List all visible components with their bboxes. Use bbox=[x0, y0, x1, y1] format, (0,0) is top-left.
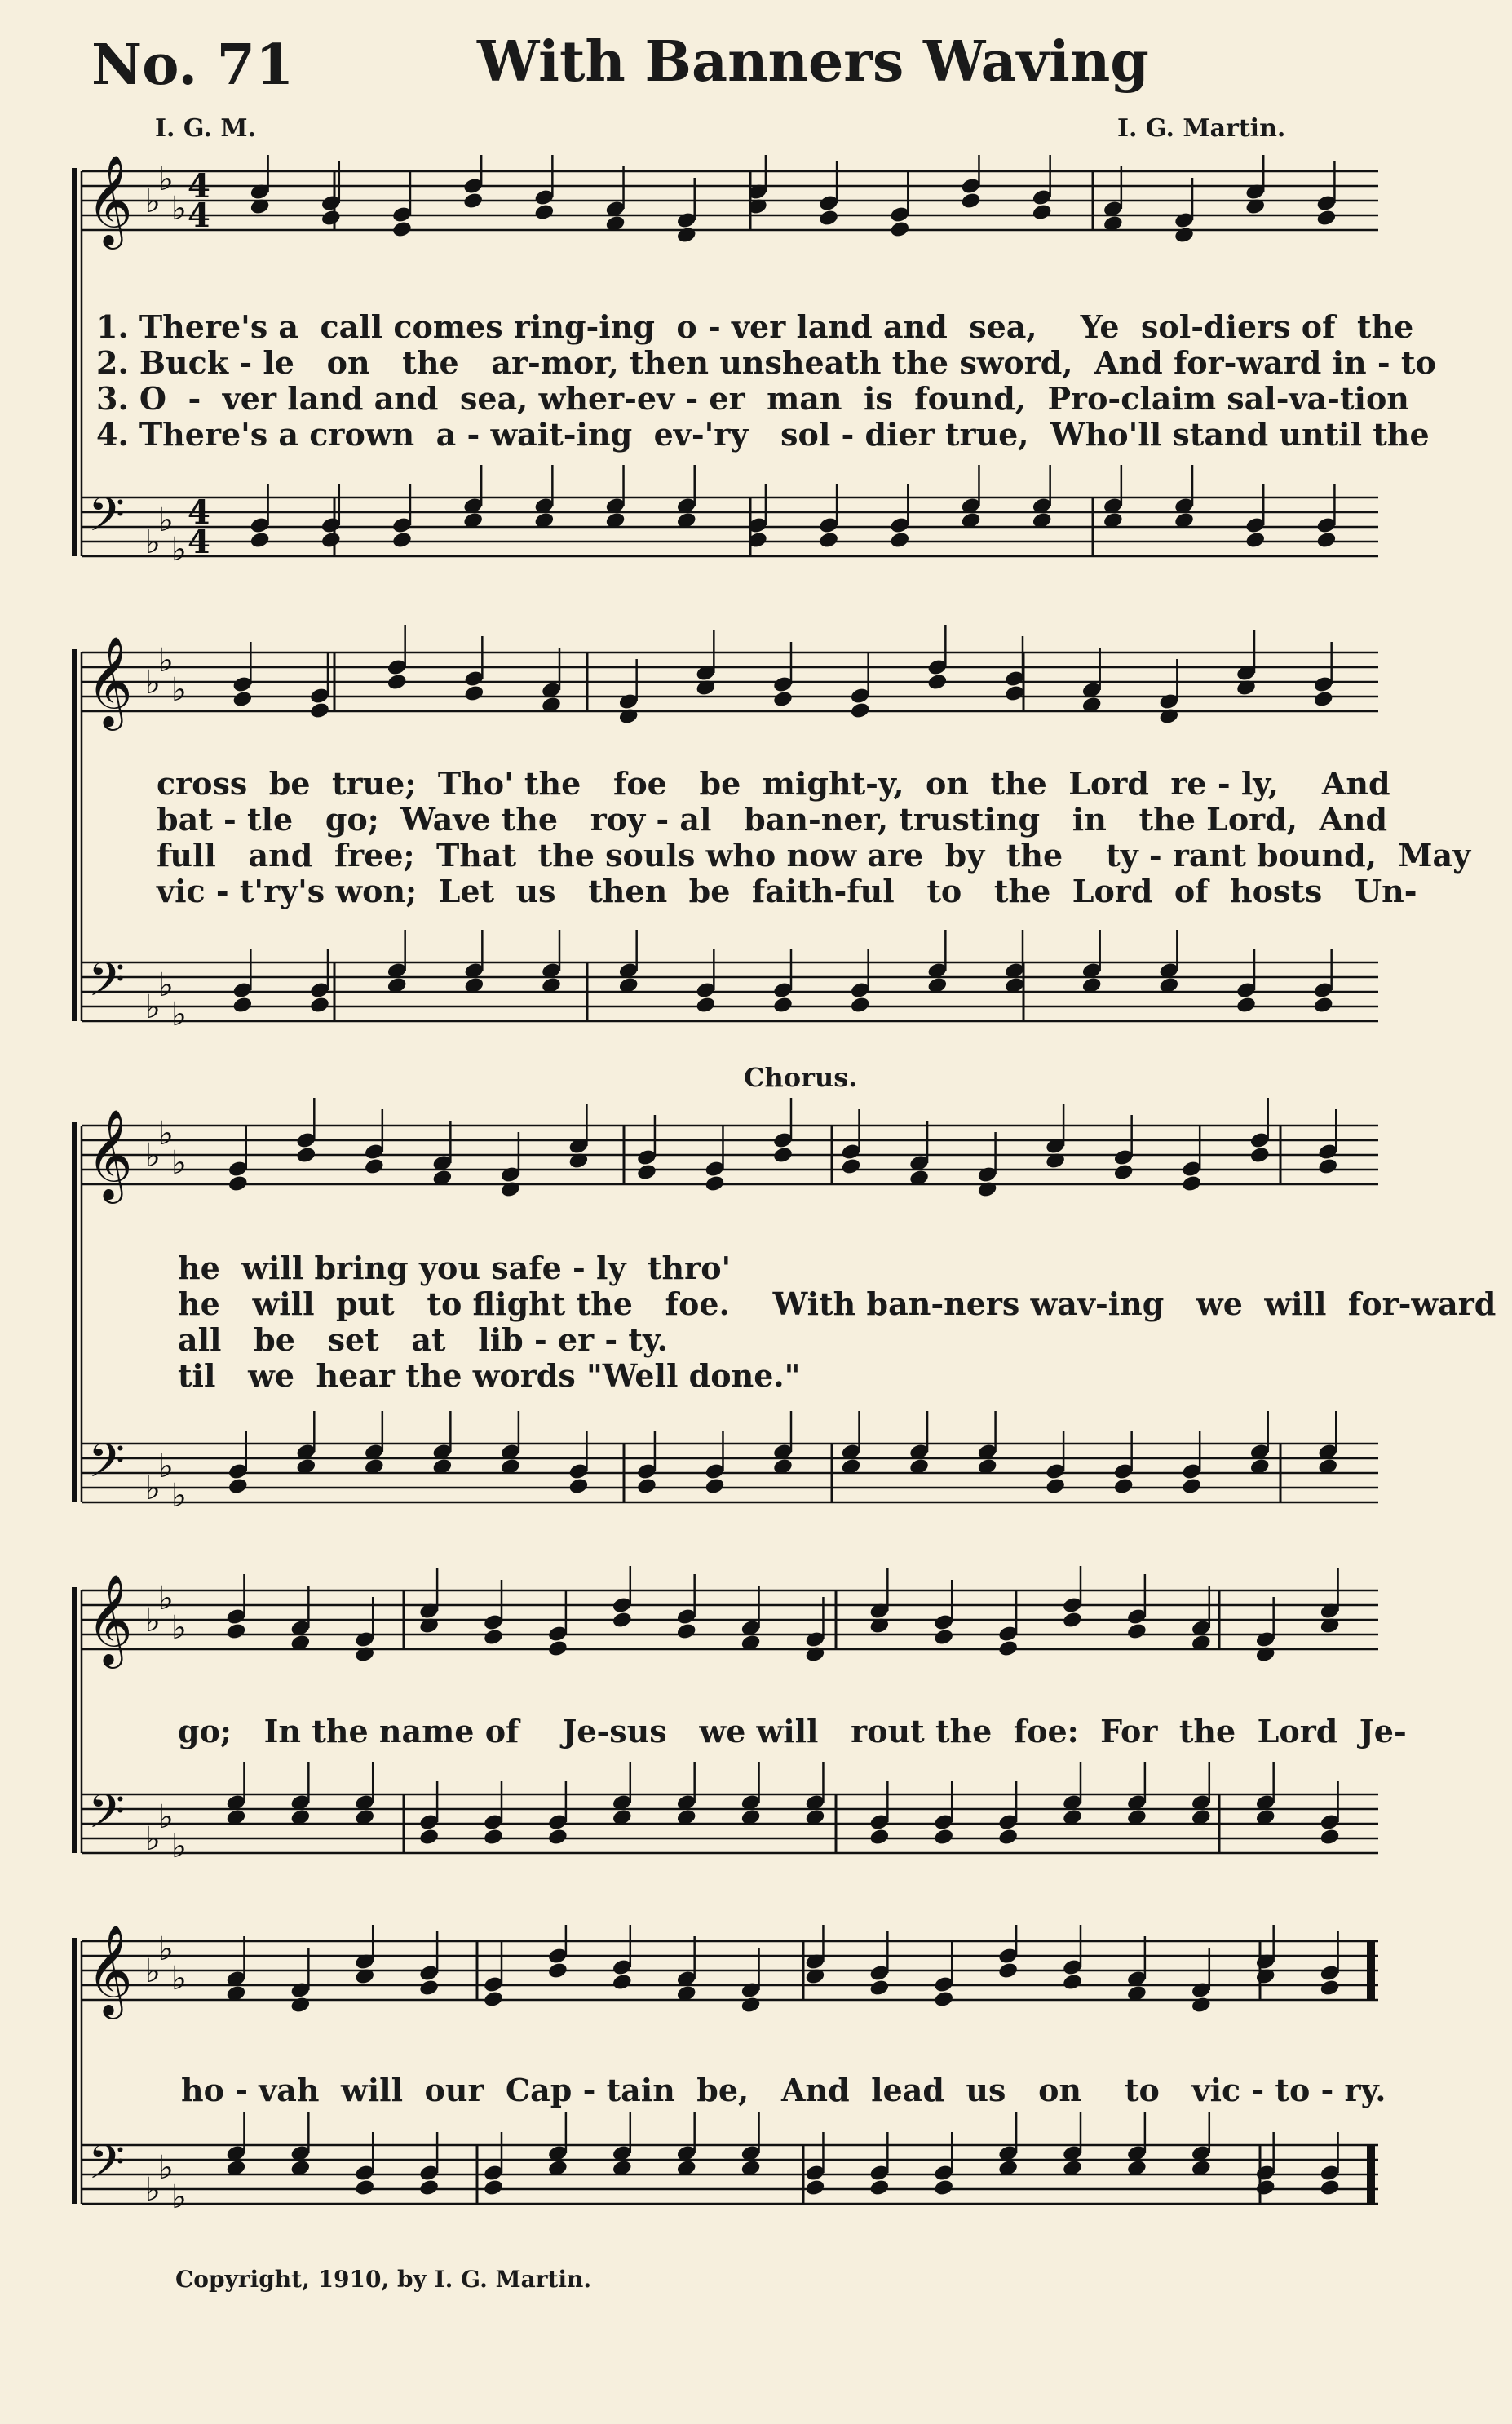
treble-clef: 𝄞 bbox=[86, 1108, 133, 1200]
note-head bbox=[290, 1996, 311, 2015]
note-head bbox=[391, 531, 413, 550]
time-signature: 4 bbox=[188, 523, 210, 561]
note-head bbox=[933, 1990, 954, 2009]
flat-sign: ♭ bbox=[171, 1960, 187, 1997]
flat-sign: ♭ bbox=[145, 1470, 161, 1507]
note-head bbox=[1191, 1996, 1212, 2015]
note-head bbox=[772, 1146, 794, 1165]
flat-sign: ♭ bbox=[145, 524, 161, 561]
system-brace bbox=[72, 1587, 77, 1853]
note-head bbox=[354, 1645, 375, 1664]
note-head bbox=[704, 1477, 725, 1496]
flat-sign: ♭ bbox=[145, 664, 161, 701]
treble-clef: 𝄞 bbox=[86, 1925, 133, 2015]
flat-sign: ♭ bbox=[171, 1828, 187, 1865]
flat-sign: ♭ bbox=[145, 1953, 161, 1990]
flat-sign: ♭ bbox=[145, 1602, 161, 1639]
music-credit: I. G. Martin. bbox=[1117, 114, 1286, 143]
note-head bbox=[804, 1645, 825, 1664]
treble-clef: 𝄞 bbox=[86, 1573, 133, 1665]
bass-clef: 𝄢 bbox=[88, 1784, 126, 1851]
note-head bbox=[1174, 226, 1195, 245]
note-head bbox=[1236, 996, 1257, 1015]
note-head bbox=[1062, 1611, 1083, 1630]
bass-clef: 𝄢 bbox=[88, 487, 126, 554]
flat-sign: ♭ bbox=[171, 190, 187, 228]
note-head bbox=[704, 1174, 725, 1193]
note-head bbox=[933, 1828, 954, 1847]
note-head bbox=[1249, 1146, 1271, 1165]
note-head bbox=[612, 1973, 633, 1992]
lyric-line: 4. There's a crown a - wait-ing ev-'ry sol - dier true, Who'll stand until the bbox=[96, 416, 1430, 453]
note-head bbox=[804, 2179, 825, 2197]
system-brace bbox=[72, 1122, 77, 1502]
note-head bbox=[391, 220, 413, 239]
chorus-label: Chorus. bbox=[744, 1062, 858, 1093]
hymn-title: With Banners Waving bbox=[477, 29, 1149, 95]
note-head bbox=[547, 1828, 568, 1847]
note-head bbox=[926, 673, 948, 692]
note-head bbox=[997, 1828, 1019, 1847]
note-head bbox=[977, 1180, 998, 1199]
final-barline bbox=[1367, 2145, 1375, 2204]
note-head bbox=[295, 1146, 316, 1165]
lyric-line: full and free; That the souls who now are by the ty - rant bound, May bbox=[157, 837, 1471, 874]
note-head bbox=[933, 2179, 954, 2197]
note-head bbox=[772, 996, 794, 1015]
note-head bbox=[1126, 1622, 1147, 1641]
note-head bbox=[321, 209, 342, 228]
lyric-line: 3. O - ver land and sea, wher-ev - er man is found, Pro-claim sal-va-tion bbox=[96, 380, 1409, 417]
note-head bbox=[618, 707, 639, 726]
system-brace bbox=[72, 168, 77, 556]
lyric-line: he will bring you safe - ly thro' bbox=[178, 1250, 732, 1286]
note-head bbox=[869, 2179, 890, 2197]
flat-sign: ♭ bbox=[171, 2179, 187, 2216]
note-head bbox=[1245, 531, 1266, 550]
note-head bbox=[1062, 1973, 1083, 1992]
note-head bbox=[354, 2179, 375, 2197]
note-head bbox=[483, 1990, 504, 2009]
lyric-line: all be set at lib - er - ty. bbox=[178, 1321, 668, 1358]
time-signature: 4 bbox=[188, 493, 210, 532]
note-head bbox=[418, 2179, 440, 2197]
note-head bbox=[1032, 203, 1053, 222]
note-head bbox=[1313, 690, 1334, 709]
lyric-line: 1. There's a call comes ring-ing o - ver land and sea, Ye sol-diers of the bbox=[96, 308, 1414, 345]
note-head bbox=[547, 1962, 568, 1980]
note-head bbox=[1317, 1157, 1338, 1176]
note-head bbox=[483, 2179, 504, 2197]
copyright-notice: Copyright, 1910, by I. G. Martin. bbox=[175, 2266, 592, 2293]
flat-sign: ♭ bbox=[145, 1137, 161, 1174]
treble-clef: 𝄞 bbox=[86, 635, 133, 727]
note-head bbox=[1255, 2179, 1276, 2197]
note-head bbox=[225, 1622, 246, 1641]
note-head bbox=[483, 1828, 504, 1847]
note-head bbox=[818, 531, 839, 550]
note-head bbox=[612, 1611, 633, 1630]
flat-sign: ♭ bbox=[158, 161, 174, 198]
note-head bbox=[1158, 707, 1179, 726]
note-head bbox=[1313, 996, 1334, 1015]
flat-sign: ♭ bbox=[158, 967, 174, 1004]
note-head bbox=[850, 996, 871, 1015]
lyric-line: cross be true; Tho' the foe be might-y, on the Lord re - ly, And bbox=[157, 765, 1390, 802]
note-head bbox=[232, 690, 253, 709]
note-head bbox=[1315, 531, 1337, 550]
flat-sign: ♭ bbox=[158, 1580, 174, 1617]
note-head bbox=[997, 1639, 1019, 1658]
bass-clef: 𝄢 bbox=[88, 952, 126, 1019]
time-signature: 4 bbox=[188, 197, 210, 235]
note-head bbox=[500, 1180, 521, 1199]
note-head bbox=[364, 1157, 385, 1176]
note-head bbox=[250, 531, 271, 550]
lyric-line: go; In the name of Je-sus we will rout the foe: For the Lord Je- bbox=[178, 1713, 1407, 1749]
flat-sign: ♭ bbox=[171, 1144, 187, 1182]
note-head bbox=[676, 1622, 697, 1641]
note-head bbox=[933, 1628, 954, 1647]
lyric-line: he will put to flight the foe. With ban-ners wav-ing we will for-ward bbox=[178, 1285, 1497, 1322]
note-head bbox=[1181, 1174, 1202, 1193]
flat-sign: ♭ bbox=[171, 996, 187, 1033]
note-head bbox=[232, 996, 253, 1015]
time-signature: 4 bbox=[188, 167, 210, 206]
note-head bbox=[418, 1828, 440, 1847]
note-head bbox=[818, 209, 839, 228]
note-head bbox=[869, 1979, 890, 1997]
flat-sign: ♭ bbox=[158, 1115, 174, 1152]
lyric-line: vic - t'ry's won; Let us then be faith-ful to the Lord of hosts Un- bbox=[157, 873, 1417, 909]
flat-sign: ♭ bbox=[145, 1820, 161, 1858]
note-head bbox=[228, 1174, 249, 1193]
flat-sign: ♭ bbox=[145, 2171, 161, 2209]
flat-sign: ♭ bbox=[158, 2149, 174, 2187]
note-head bbox=[1315, 209, 1337, 228]
flat-sign: ♭ bbox=[171, 531, 187, 568]
note-head bbox=[309, 701, 330, 720]
final-barline bbox=[1367, 1941, 1375, 2000]
note-head bbox=[321, 531, 342, 550]
flat-sign: ♭ bbox=[171, 1609, 187, 1647]
bass-clef: 𝄢 bbox=[88, 1433, 126, 1500]
treble-clef: 𝄞 bbox=[86, 155, 133, 245]
note-head bbox=[228, 1477, 249, 1496]
note-head bbox=[695, 996, 716, 1015]
note-head bbox=[1113, 1477, 1134, 1496]
lyric-line: til we hear the words "Well done." bbox=[178, 1357, 801, 1394]
flat-sign: ♭ bbox=[158, 502, 174, 539]
note-head bbox=[1113, 1163, 1134, 1182]
note-head bbox=[740, 1996, 761, 2015]
note-head bbox=[462, 192, 484, 210]
note-head bbox=[676, 226, 697, 245]
hymn-number: No. 71 bbox=[91, 33, 294, 98]
note-head bbox=[547, 1639, 568, 1658]
flat-sign: ♭ bbox=[171, 671, 187, 709]
flat-sign: ♭ bbox=[158, 1798, 174, 1836]
note-head bbox=[533, 203, 555, 222]
flat-sign: ♭ bbox=[158, 1448, 174, 1485]
note-head bbox=[387, 673, 408, 692]
lyric-line: 2. Buck - le on the ar-mor, then unsheath the sword, And for-ward in - to bbox=[96, 344, 1436, 381]
flat-sign: ♭ bbox=[171, 1477, 187, 1515]
flat-sign: ♭ bbox=[158, 1931, 174, 1968]
note-head bbox=[997, 1962, 1019, 1980]
note-head bbox=[889, 220, 910, 239]
flat-sign: ♭ bbox=[158, 642, 174, 679]
flat-sign: ♭ bbox=[145, 183, 161, 220]
note-head bbox=[1319, 1828, 1340, 1847]
note-head bbox=[869, 1828, 890, 1847]
system-brace bbox=[72, 1938, 77, 2204]
note-head bbox=[1045, 1477, 1066, 1496]
flat-sign: ♭ bbox=[145, 989, 161, 1026]
note-head bbox=[418, 1979, 440, 1997]
note-head bbox=[636, 1163, 657, 1182]
note-head bbox=[636, 1477, 657, 1496]
lyric-line: ho - vah will our Cap - tain be, And lead us on to vic - to - ry. bbox=[181, 2072, 1386, 2108]
bass-clef: 𝄢 bbox=[88, 2134, 126, 2201]
note-head bbox=[463, 684, 484, 703]
note-head bbox=[840, 1157, 861, 1176]
system-brace bbox=[72, 649, 77, 1021]
note-head bbox=[1004, 684, 1025, 703]
note-head bbox=[1319, 1979, 1340, 1997]
note-head bbox=[309, 996, 330, 1015]
note-head bbox=[1319, 2179, 1340, 2197]
note-head bbox=[772, 690, 794, 709]
lyric-line: bat - tle go; Wave the roy - al ban-ner, trusting in the Lord, And bbox=[157, 801, 1388, 838]
note-head bbox=[1255, 1645, 1276, 1664]
note-head bbox=[483, 1628, 504, 1647]
note-head bbox=[960, 192, 981, 210]
note-head bbox=[568, 1477, 589, 1496]
note-head bbox=[889, 531, 910, 550]
words-credit: I. G. M. bbox=[155, 114, 257, 143]
note-head bbox=[850, 701, 871, 720]
note-head bbox=[1181, 1477, 1202, 1496]
